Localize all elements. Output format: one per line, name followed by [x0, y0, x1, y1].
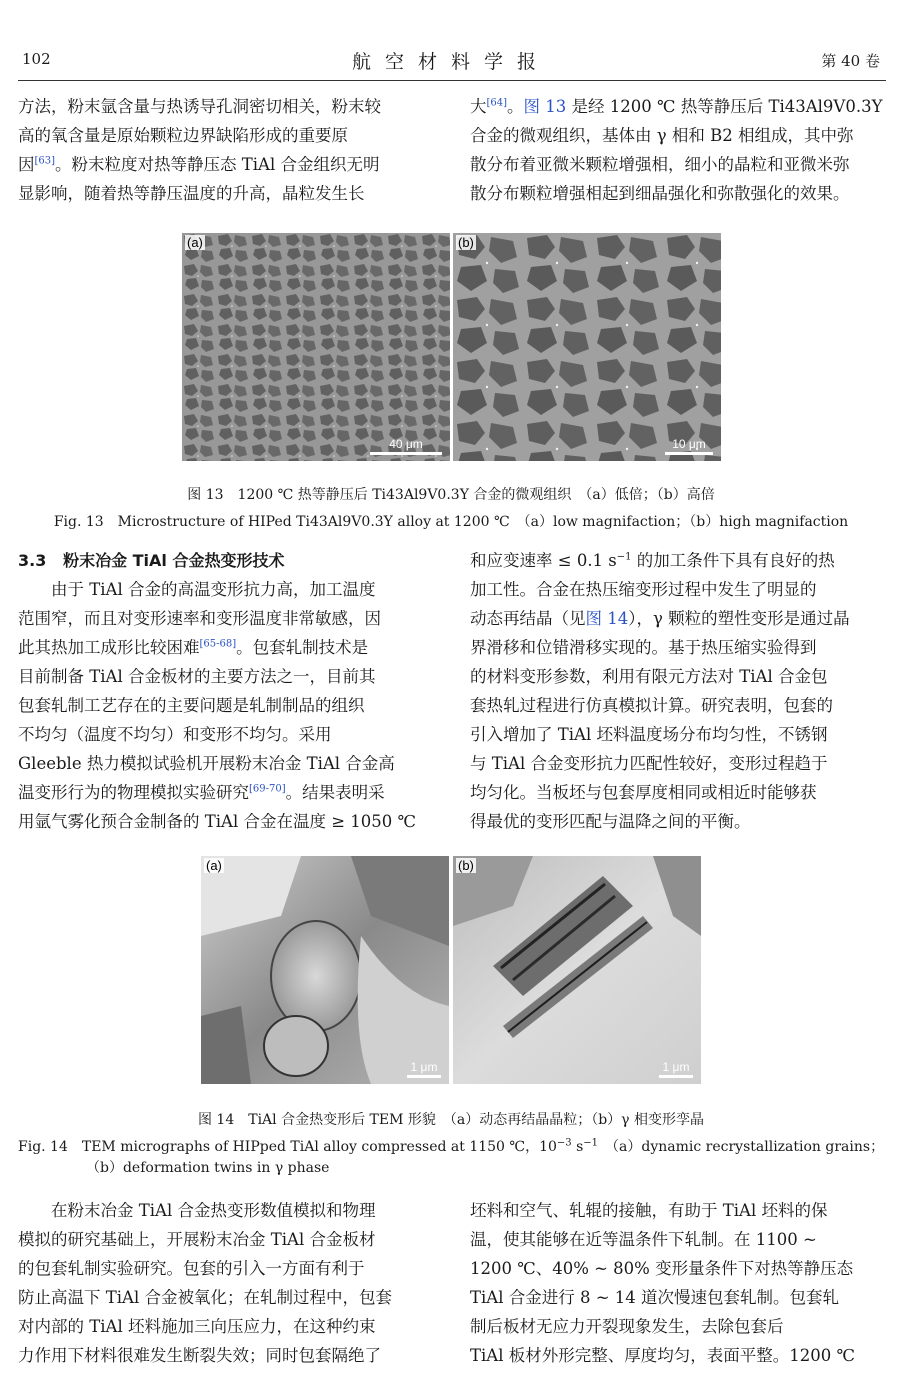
journal-title: 航空材料学报 [351, 51, 550, 73]
bottom-right-column [470, 1196, 886, 1370]
text-line: 目前制备 TiAl 合金板材的主要方法之一，目前其 [18, 667, 376, 686]
figure-link[interactable]: 图 14 [585, 609, 629, 628]
text-fragment: 。粉末粒度对热等静压态 TiAl 合金组织无明 [55, 155, 380, 174]
page-number: 102 [22, 50, 51, 68]
text-fragment: 温变形行为的物理模拟实验研究 [18, 783, 249, 802]
text-fragment: 因 [18, 155, 35, 174]
text-line: 坯料和空气、轧辊的接触，有助于 TiAl 坯料的保 [470, 1201, 828, 1220]
scale-bar [659, 1060, 693, 1078]
text-line: 加工性。合金在热压缩变形过程中发生了明显的 [470, 580, 817, 599]
text-line [18, 150, 434, 179]
scale-bar [665, 437, 713, 455]
header-rule [18, 80, 886, 81]
text-line: 力作用下材料很难发生断裂失效；同时包套隔绝了 [18, 1346, 381, 1365]
volume-label: 第 40 卷 [821, 52, 880, 70]
scale-bar [407, 1060, 441, 1078]
text-line: 不均匀（温度不均匀）和变形不均匀。采用 [18, 725, 332, 744]
text-line: 合金的微观组织，基体由 γ 相和 B2 相组成，其中弥 [470, 126, 854, 145]
text-line: 制后板材无应力开裂现象发生，去除包套后 [470, 1317, 784, 1336]
sem-micrograph-high-mag [453, 233, 721, 461]
fig14-caption-en-line2: （b）deformation twins in γ phase [86, 1160, 330, 1176]
text-line: 的材料变形参数，利用有限元方法对 TiAl 合金包 [470, 667, 828, 686]
panel-label: (b) [458, 235, 474, 250]
text-line: Gleeble 热力模拟试验机开展粉末冶金 TiAl 合金高 [18, 754, 395, 773]
text-line [18, 778, 434, 807]
citation-link[interactable]: [64] [486, 97, 508, 109]
citation-link[interactable]: [65-68] [199, 638, 237, 650]
panel-label: (b) [458, 858, 474, 873]
scale-bar-line [665, 452, 713, 455]
caption-fragment: s [571, 1139, 584, 1155]
superscript: −1 [616, 551, 632, 563]
fig13-panel-b [453, 233, 721, 461]
text-fragment: 动态再结晶（见 [470, 609, 586, 628]
superscript: −3 [556, 1137, 572, 1149]
text-line: 模拟的研究基础上，开展粉末冶金 TiAl 合金板材 [18, 1230, 376, 1249]
text-line [470, 92, 886, 121]
text-line: 范围窄，而且对变形速率和变形温度非常敏感，因 [18, 609, 381, 628]
text-fragment: 此其热加工成形比较困难 [18, 638, 200, 657]
text-line: TiAl 板材外形完整、厚度均匀，表面平整。1200 ℃ [470, 1346, 855, 1365]
scale-label: 1 μm [662, 1060, 690, 1074]
text-line: 得最优的变形匹配与温降之间的平衡。 [470, 812, 751, 831]
text-fragment: 是经 1200 ℃ 热等静压后 Ti43Al9V0.3Y [566, 97, 883, 116]
scale-bar [370, 437, 442, 455]
fig13-panel-a [182, 233, 450, 461]
fig14-panel-b [453, 856, 701, 1084]
citation-link[interactable]: [63] [34, 155, 56, 167]
text-line: TiAl 合金进行 8 ~ 14 道次慢速包套轧制。包套轧 [470, 1288, 840, 1307]
fig14-caption-cn: 图 14 TiAl 合金热变形后 TEM 形貌 （a）动态再结晶晶粒；（b）γ 相变形孪晶 [197, 1112, 705, 1128]
scale-label: 1 μm [410, 1060, 438, 1074]
superscript: −1 [583, 1137, 599, 1149]
text-line: 显影响，随着热等静压温度的升高，晶粒发生长 [18, 184, 365, 203]
text-line: 由于 TiAl 合金的高温变形抗力高，加工温度 [51, 580, 376, 599]
section-number: 3.3 [18, 551, 47, 570]
fig14-panel-a [201, 856, 449, 1084]
text-line: 对内部的 TiAl 坯料施加三向压应力，在这种约束 [18, 1317, 376, 1336]
text-line: 的包套轧制实验研究。包套的引入一方面有利于 [18, 1259, 365, 1278]
mid-left-column [18, 546, 434, 836]
fig13-caption-cn: 图 13 1200 ℃ 热等静压后 Ti43Al9V0.3Y 合金的微观组织 （a）低倍；（b）高倍 [187, 487, 715, 503]
fig13-caption-en: Fig. 13 Microstructure of HIPed Ti43Al9V0.3Y alloy at 1200 ℃ （a）low magnifaction；（b）high magnifaction [53, 514, 849, 530]
text-fragment: 。包套轧制技术是 [236, 638, 369, 657]
top-right-column [470, 92, 886, 208]
text-line [470, 546, 886, 575]
caption-fragment: （a）dynamic recrystallization grains； [598, 1139, 885, 1155]
bottom-left-column [18, 1196, 434, 1370]
fig14-caption-en [18, 1136, 886, 1156]
text-line: 用氩气雾化预合金制备的 TiAl 合金在温度 ≥ 1050 ℃ [18, 812, 416, 831]
text-line: 包套轧制工艺存在的主要问题是轧制制品的组织 [18, 696, 365, 715]
mid-right-column [470, 546, 886, 836]
text-fragment: 和应变速率 ≤ 0.1 s [470, 551, 617, 570]
scale-label: 40 μm [389, 437, 423, 451]
sem-micrograph-low-mag [182, 233, 450, 461]
section-heading [18, 546, 434, 575]
scale-bar-line [370, 452, 442, 455]
tem-micrograph-recrystallized [201, 856, 449, 1084]
text-line: 在粉末冶金 TiAl 合金热变形数值模拟和物理 [51, 1201, 376, 1220]
text-line: 引入增加了 TiAl 坯料温度场分布均匀性，不锈钢 [470, 725, 828, 744]
caption-fragment: Fig. 14 TEM micrographs of HIPped TiAl alloy compressed at 1150 ℃，10 [18, 1139, 557, 1155]
text-line: 散分布颗粒增强相起到细晶强化和弥散强化的效果。 [470, 184, 850, 203]
top-left-column [18, 92, 434, 208]
tem-micrograph-twins [453, 856, 701, 1084]
text-line: 防止高温下 TiAl 合金被氧化；在轧制过程中，包套 [18, 1288, 392, 1307]
figure-link[interactable]: 图 13 [523, 97, 567, 116]
section-title: 粉末冶金 TiAl 合金热变形技术 [63, 551, 285, 570]
text-line: 温，使其能够在近等温条件下轧制。在 1100 ~ [470, 1230, 817, 1249]
scale-bar-line [659, 1075, 693, 1078]
text-line: 高的氧含量是原始颗粒边界缺陷形成的重要原 [18, 126, 348, 145]
text-fragment: 。结果表明采 [285, 783, 385, 802]
text-line: 套热轧过程进行仿真模拟计算。研究表明，包套的 [470, 696, 833, 715]
text-line: 散分布着亚微米颗粒增强相，细小的晶粒和亚微米弥 [470, 155, 850, 174]
text-line: 1200 ℃、40% ~ 80% 变形量条件下对热等静压态 [470, 1259, 854, 1278]
scale-label: 10 μm [672, 437, 706, 451]
citation-link[interactable]: [69-70] [249, 783, 286, 795]
text-line: 方法，粉末氩含量与热诱导孔洞密切相关，粉末较 [18, 97, 381, 116]
text-fragment: ），γ 颗粒的塑性变形是通过晶 [628, 609, 850, 628]
text-line: 界滑移和位错滑移实现的。基于热压缩实验得到 [470, 638, 817, 657]
text-line [470, 604, 886, 633]
text-fragment: 的加工条件下具有良好的热 [631, 551, 835, 570]
panel-label: (a) [187, 235, 203, 250]
text-line: 与 TiAl 合金变形抗力匹配性较好，变形过程趋于 [470, 754, 828, 773]
text-fragment: 大 [470, 97, 487, 116]
scale-bar-line [407, 1075, 441, 1078]
text-fragment: 。 [507, 97, 524, 116]
text-line [18, 633, 434, 662]
panel-label: (a) [206, 858, 222, 873]
text-line: 均匀化。当板坯与包套厚度相同或相近时能够获 [470, 783, 817, 802]
